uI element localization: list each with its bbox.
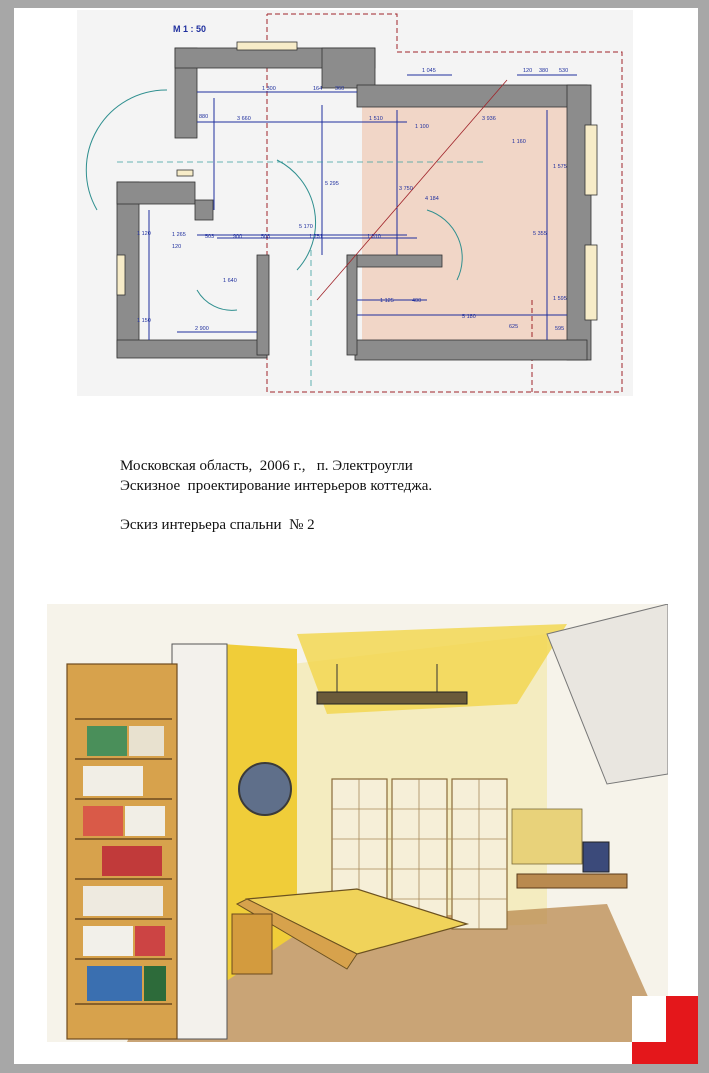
dim-label: 3 660: [237, 116, 251, 122]
dim-label: 900: [233, 234, 243, 240]
dim-label: 1 160: [512, 139, 526, 145]
dim-label: 1 125: [380, 298, 394, 304]
caption-project-line: Эскизное проектирование интерьеров коттеджа.: [120, 478, 433, 494]
round-mirror: [239, 763, 291, 815]
dim-label: 3 936: [482, 116, 496, 122]
dim-label: 3 750: [399, 186, 413, 192]
dim-label: 1 045: [422, 68, 436, 74]
dim-label: 503: [205, 234, 215, 240]
dim-label: 5 180: [462, 314, 476, 320]
bedroom-room-fill: [362, 105, 572, 343]
dim-label: 1 120: [137, 231, 151, 237]
white-column: [172, 644, 227, 1039]
bedroom-interior-sketch: [47, 604, 668, 1042]
dim-label: 1 300: [262, 86, 276, 92]
dim-label: 1 265: [172, 232, 186, 238]
dim-label: 1 510: [369, 116, 383, 122]
dim-label: 530: [559, 68, 569, 74]
dim-label: 1 575: [553, 164, 567, 170]
dim-label: 164: [313, 86, 323, 92]
dim-label: 1 595: [553, 296, 567, 302]
plan-scale-label: М 1 : 50: [173, 24, 207, 34]
monitor: [583, 842, 609, 872]
desk: [517, 874, 627, 888]
dim-label: 595: [555, 326, 565, 332]
dim-label: 5 170: [299, 224, 313, 230]
caption-location-line: Московская область, 2006 г., п. Электроугли: [120, 458, 413, 474]
dim-label: 2 900: [195, 326, 209, 332]
dim-label: 1 150: [137, 318, 151, 324]
dim-label: 5 355: [533, 231, 547, 237]
dim-label: 1 751: [309, 234, 323, 240]
dim-label: 880: [199, 114, 209, 120]
dim-label: 1 100: [415, 124, 429, 130]
caption-spacer: [120, 496, 640, 515]
dim-label: 5 295: [325, 181, 339, 187]
dim-label: 503: [261, 234, 271, 240]
project-caption: [120, 456, 640, 535]
floor-plan-drawing: [77, 10, 633, 396]
dim-label: 120: [523, 68, 533, 74]
nightstand: [232, 914, 272, 974]
pendant-lamp: [317, 692, 467, 704]
dim-label: 1 640: [223, 278, 237, 284]
wall-bookshelf-small: [512, 809, 582, 864]
floor-plan: [77, 10, 633, 396]
caption-sketch-title: Эскиз интерьера спальни № 2: [120, 517, 315, 533]
dim-label: 380: [539, 68, 549, 74]
corner-mark-notch: [632, 996, 666, 1042]
dim-label: 120: [172, 244, 182, 250]
dim-label: 400: [412, 298, 422, 304]
dim-label: 1 510: [367, 234, 381, 240]
dim-label: 625: [509, 324, 519, 330]
bedroom-sketch-drawing: [47, 604, 668, 1042]
dim-label: 4 184: [425, 196, 439, 202]
dim-label: 360: [335, 86, 345, 92]
